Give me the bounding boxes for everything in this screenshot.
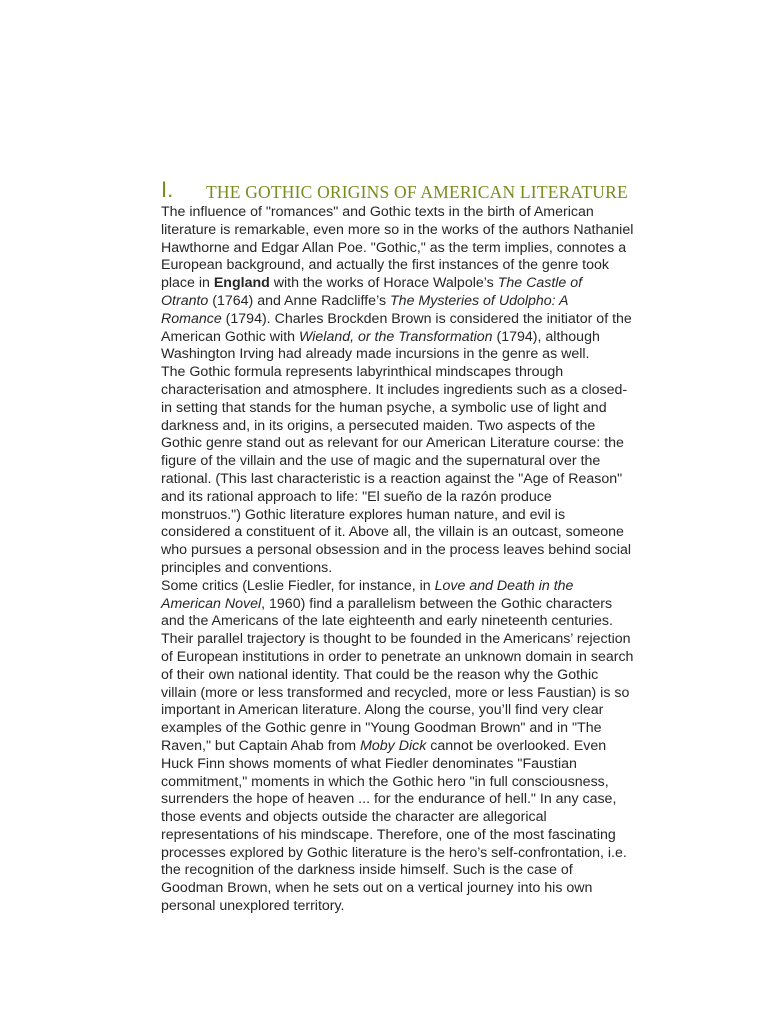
section-number: I. bbox=[161, 177, 174, 202]
text-segment: with the works of Horace Walpole’s bbox=[269, 275, 498, 292]
text-line bbox=[161, 898, 686, 916]
italic-text: American Novel bbox=[161, 595, 262, 612]
text-segment: in setting that stands for the human psyche, a symbolic use of light and bbox=[161, 399, 607, 416]
text-line bbox=[161, 524, 686, 542]
text-line bbox=[161, 257, 686, 275]
text-line bbox=[161, 471, 686, 489]
text-segment: rational. (This last characteristic is a reaction against the "Age of Reason" bbox=[161, 470, 623, 487]
text-segment: The Gothic formula represents labyrinthical mindscapes through bbox=[161, 364, 564, 381]
text-line bbox=[161, 880, 686, 898]
text-segment: characterisation and atmosphere. It includes ingredients such as a closed- bbox=[161, 381, 628, 398]
text-line bbox=[161, 845, 686, 863]
text-line bbox=[161, 240, 686, 258]
text-segment: monstruos.") Gothic literature explores human nature, and evil is bbox=[161, 506, 566, 523]
text-segment: European background, and actually the first instances of the genre took bbox=[161, 257, 609, 274]
text-segment: American Gothic with bbox=[161, 328, 299, 345]
text-segment: processes explored by Gothic literature is the hero’s self-confrontation, i.e. bbox=[161, 844, 627, 861]
text-segment: figure of the villain and the use of magic and the supernatural over the bbox=[161, 453, 601, 470]
text-line bbox=[161, 346, 686, 364]
text-line bbox=[161, 631, 686, 649]
text-segment: those events and objects outside the character are allegorical bbox=[161, 809, 547, 826]
text-line bbox=[161, 560, 686, 578]
text-segment: cannot be overlooked. Even bbox=[426, 737, 607, 754]
text-line bbox=[161, 364, 686, 382]
text-line bbox=[161, 613, 686, 631]
italic-text: The Castle of bbox=[497, 275, 583, 292]
text-line bbox=[161, 827, 686, 845]
text-segment: who pursues a personal obsession and in the process leaves behind social bbox=[161, 542, 632, 559]
text-line bbox=[161, 774, 686, 792]
text-line bbox=[161, 667, 686, 685]
text-segment: Raven," but Captain Ahab from bbox=[161, 737, 361, 754]
text-segment: villain (more or less transformed and recycled, more or less Faustian) is so bbox=[161, 684, 630, 701]
text-line bbox=[161, 435, 686, 453]
text-line bbox=[161, 400, 686, 418]
section-title: THE GOTHIC ORIGINS OF AMERICAN LITERATURE bbox=[206, 182, 628, 202]
italic-text: The Mysteries of Udolpho: A bbox=[390, 292, 569, 309]
italic-text: Wieland, or the Transformation bbox=[298, 328, 493, 345]
text-segment: place in bbox=[161, 275, 214, 292]
text-line bbox=[161, 507, 686, 525]
text-line bbox=[161, 702, 686, 720]
text-line bbox=[161, 596, 686, 614]
text-line bbox=[161, 453, 686, 471]
text-line bbox=[161, 720, 686, 738]
text-segment: principles and conventions. bbox=[161, 559, 333, 576]
text-segment: personal unexplored territory. bbox=[161, 898, 345, 915]
text-segment: important in American literature. Along the course, you’ll find very clear bbox=[161, 702, 604, 719]
text-line bbox=[161, 275, 686, 293]
text-segment: Goodman Brown, when he sets out on a vertical journey into his own bbox=[161, 880, 593, 897]
text-segment: considered a constituent of it. Above all, the villain is an outcast, someone bbox=[161, 524, 624, 541]
text-line bbox=[161, 329, 686, 347]
text-segment: commitment," moments in which the Gothic hero "in full consciousness, bbox=[161, 773, 609, 790]
text-segment: Their parallel trajectory is thought to be founded in the Americans’ rejection bbox=[161, 631, 631, 648]
text-line bbox=[161, 418, 686, 436]
text-segment: surrenders the hope of heaven ... for the endurance of hell." In any case, bbox=[161, 791, 617, 808]
text-line bbox=[161, 738, 686, 756]
text-segment: Some critics (Leslie Fiedler, for instance, in bbox=[161, 577, 435, 594]
text-segment: Hawthorne and Edgar Allan Poe. "Gothic," as the term implies, connotes a bbox=[161, 239, 627, 256]
text-segment: The influence of "romances" and Gothic texts in the birth of American bbox=[161, 204, 594, 220]
text-line bbox=[161, 791, 686, 809]
text-segment: representations of his mindscape. Therefore, one of the most fascinating bbox=[161, 826, 616, 843]
bold-text: England bbox=[213, 275, 270, 292]
text-line bbox=[161, 222, 686, 240]
text-segment: of their own national identity. That could be the reason why the Gothic bbox=[161, 666, 599, 683]
italic-text: Otranto bbox=[161, 292, 209, 309]
text-line bbox=[161, 489, 686, 507]
text-line bbox=[161, 382, 686, 400]
text-line bbox=[161, 809, 686, 827]
italic-text: Love and Death in the bbox=[434, 577, 574, 594]
text-segment: Huck Finn shows moments of what Fiedler denominates "Faustian bbox=[161, 755, 577, 772]
text-line bbox=[161, 862, 686, 880]
text-segment: , 1960) find a parallelism between the Gothic characters bbox=[261, 595, 613, 612]
italic-text: Moby Dick bbox=[360, 737, 427, 754]
text-line bbox=[161, 311, 686, 329]
text-line bbox=[161, 756, 686, 774]
text-line bbox=[161, 293, 686, 311]
text-line bbox=[161, 578, 686, 596]
text-segment: literature is remarkable, even more so in the works of the authors Nathaniel bbox=[161, 221, 634, 238]
text-segment: (1794). Charles Brockden Brown is considered the initiator of the bbox=[221, 310, 632, 327]
text-segment: the recognition of the darkness inside himself. Such is the case of bbox=[161, 862, 573, 879]
text-segment: Gothic genre stand out as relevant for our American Literature course: the bbox=[161, 435, 624, 452]
text-segment: of European institutions in order to penetrate an unknown domain in search bbox=[161, 648, 634, 665]
text-segment: and the Americans of the late eighteenth and early nineteenth centuries. bbox=[161, 613, 613, 630]
text-segment: and its rational approach to life: "El sueño de la razón produce bbox=[161, 488, 552, 505]
text-line bbox=[161, 542, 686, 560]
text-segment: darkness and, in its origins, a persecuted maiden. Two aspects of the bbox=[161, 417, 596, 434]
text-line bbox=[161, 649, 686, 667]
text-segment: Washington Irving had already made incursions in the genre as well. bbox=[161, 346, 590, 363]
text-segment: (1764) and Anne Radcliffe’s bbox=[208, 292, 391, 309]
text-segment: examples of the Gothic genre in "Young Goodman Brown" and in "The bbox=[161, 720, 602, 737]
body-text bbox=[161, 204, 686, 916]
text-line bbox=[161, 685, 686, 703]
text-line bbox=[161, 204, 686, 222]
italic-text: Romance bbox=[161, 310, 222, 327]
text-segment: (1794), although bbox=[492, 328, 600, 345]
